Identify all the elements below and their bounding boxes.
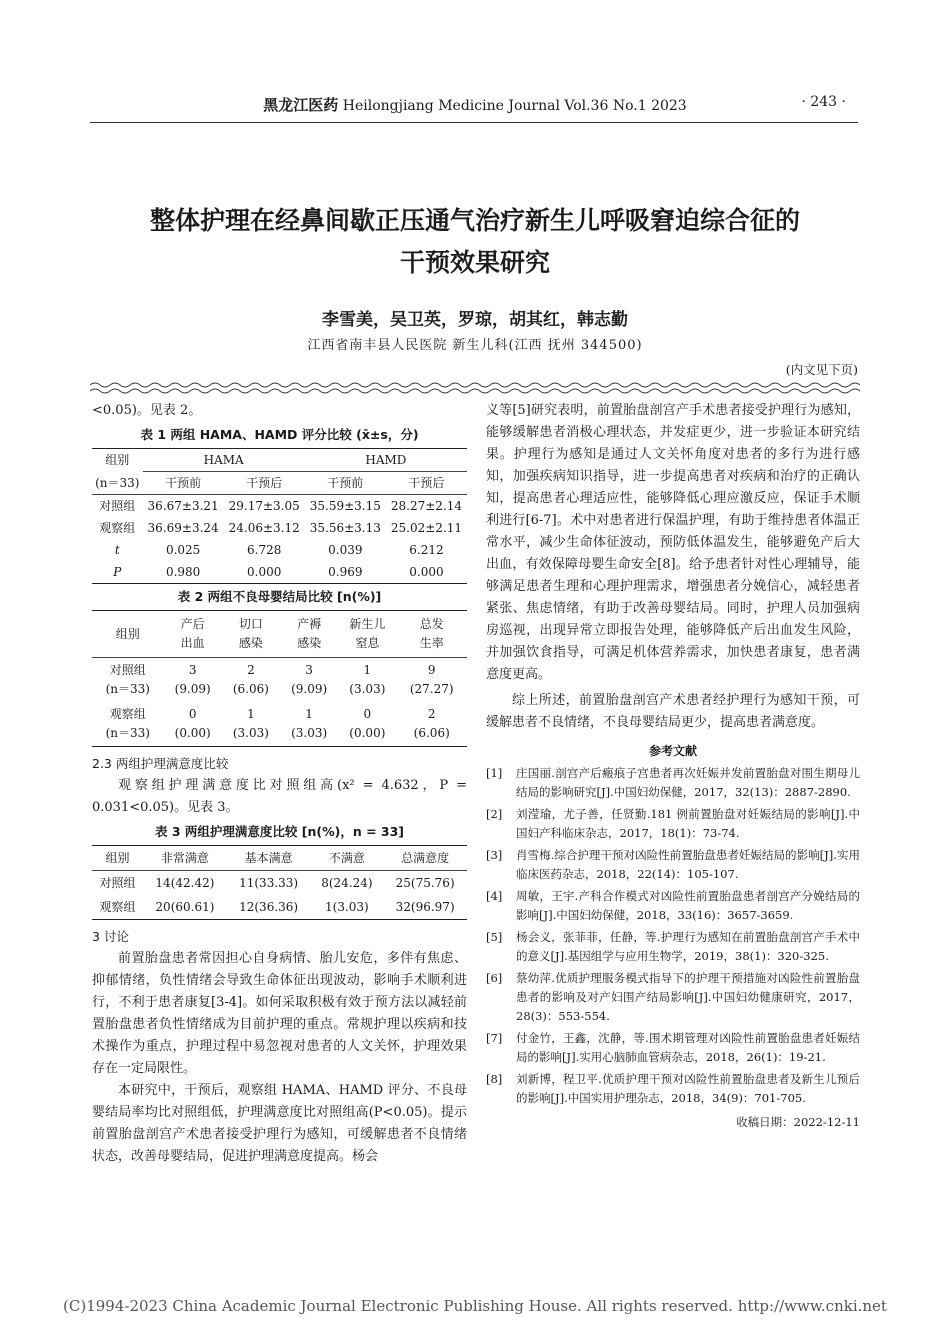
cell: 29.17±3.05 [228, 499, 300, 513]
header-line: 新生儿 [349, 617, 386, 631]
table-row [92, 539, 467, 561]
discussion-para-3: 义等[5]研究表明，前置胎盘剖宫产手术患者接受护理行为感知，能够缓解患者消极心理状态，并发症更少，进一步验证本研究结果。护理行为感知是通过人文关怀角度对患者的多行为进行感知，加强疾病知识指导，进一步提高患者对疾病和治疗的正确认知，提高患者心理适应性，能够降低心理应激反应，保证手术顺利进行[6-7]。术中对患者进行保温护理，有助于维持患者体温正常水平，减少生命体征波动，预防低体温发生，能够避免产后大出血，有效保障母婴生命安全[8]。给予患者针对性心理辅导，能够满足患者生理和心理护理需求，增强患者分娩信心，减轻患者紧张、焦虑情绪，有助于改善母婴结局。同时，护理人员加强病房巡视，出现异常立即报告处理，能够降低产后出血发生风险，并加强饮食指导，可满足机体营养需求，加快患者康复，患者满意度更高。 [486, 403, 860, 682]
cell [222, 702, 280, 747]
cell-line: (3.03) [349, 682, 386, 696]
cell [92, 702, 164, 747]
table3-header: 基本满意 [227, 846, 311, 871]
reference-item [486, 764, 860, 802]
cell: 0.039 [328, 543, 363, 557]
ref-text: 庄国丽.剖宫产后瘢痕子宫患者再次妊娠并发前置胎盘对围生期母儿结局的影响研究[J].中国妇幼保健，2017，32(13)：2887-2890. [516, 766, 860, 799]
table1-hamd-header: HAMD [305, 449, 467, 472]
table1-caption: 表 1 两组 HAMA、HAMD 评分比较 (x̄±s，分) [140, 427, 419, 442]
cell [338, 658, 396, 703]
table1-hama-header: HAMA [143, 449, 305, 472]
ref-number: [4] [486, 889, 503, 903]
reference-item [486, 928, 860, 966]
table1-subheader: 干预后 [386, 472, 467, 495]
cell: 32(96.97) [395, 900, 455, 914]
table-row [92, 871, 467, 896]
copyright-footer: (C)1994-2023 China Academic Journal Electronic Publishing House. All rights reserved. http://www.cnki.net [63, 1297, 887, 1315]
header-line: 感染 [297, 636, 322, 650]
right-column [486, 400, 860, 1133]
table-row [92, 658, 467, 703]
authors: 李雪美，吴卫英，罗琼，胡其红，韩志勤 [322, 310, 628, 330]
row-label: 对照组 [99, 499, 136, 513]
cell: 0.980 [165, 565, 201, 579]
ref-number: [5] [486, 930, 503, 944]
cell: 25(75.76) [395, 876, 455, 890]
table-row [92, 495, 467, 518]
table3-caption: 表 3 两组护理满意度比较 [n(%)，n = 33] [155, 824, 404, 839]
table3-header: 总满意度 [383, 846, 467, 871]
ref-text: 刘新博，程卫平.优质护理干预对凶险性前置胎盘患者及新生儿预后的影响[J].中国实用护理杂志，2018，34(9)：701-705. [516, 1072, 860, 1105]
cell-line: (3.03) [291, 726, 328, 740]
cell [222, 658, 280, 703]
table1-group-n: (n＝33) [92, 472, 143, 495]
table1-group-label: 组别 [105, 453, 130, 468]
table2-header [222, 611, 280, 658]
conclusion-para: 综上所述，前置胎盘剖宫产术患者经护理行为感知干预，可缓解患者不良情绪，不良母婴结局更少，提高患者满意度。 [486, 693, 860, 730]
header-line: 感染 [238, 636, 263, 650]
reference-list [486, 764, 860, 1108]
ref-text: 杨会义，张菲菲，任静，等.护理行为感知在前置胎盘剖宫产手术中的意义[J].基因组学与应用生物学，2019，38(1)：320-325. [516, 930, 860, 963]
table3-header: 非常满意 [143, 846, 227, 871]
table2-header [338, 611, 396, 658]
cell-line: (6.06) [232, 682, 269, 696]
table1-subheader: 干预前 [305, 472, 386, 495]
cell-line: 1 [363, 663, 372, 677]
cell-line: 0 [188, 707, 197, 721]
header-line: 出血 [180, 636, 205, 650]
row-label: P [113, 565, 122, 579]
reference-item [486, 1070, 860, 1108]
article-title [90, 200, 860, 284]
table-row [92, 517, 467, 539]
cell: 8(24.24) [321, 876, 373, 890]
table2 [92, 610, 467, 747]
cell: 36.69±3.24 [147, 521, 219, 535]
cell-line: (0.00) [174, 726, 211, 740]
cell-line: (n＝33) [105, 726, 150, 740]
table1-subheader: 干预前 [143, 472, 224, 495]
cell-line: 1 [247, 707, 255, 721]
row-label: 观察组 [99, 521, 136, 535]
reference-item [486, 805, 860, 843]
cell: 0.000 [409, 565, 444, 579]
cell-line: 2 [427, 707, 436, 721]
title-line-2: 干预效果研究 [399, 248, 550, 277]
cell [280, 702, 338, 747]
cell-line: (3.03) [232, 726, 269, 740]
cell [396, 702, 467, 747]
ref-number: [3] [486, 848, 503, 862]
cell [280, 658, 338, 703]
references-title: 参考文献 [648, 744, 697, 758]
reference-item [486, 887, 860, 925]
cell: 28.27±2.14 [390, 499, 462, 513]
title-line-1: 整体护理在经鼻间歇正压通气治疗新生儿呼吸窘迫综合征的 [149, 206, 800, 235]
cell-line: 0 [363, 707, 372, 721]
header-line: 总发 [419, 617, 444, 631]
cell-line: 3 [305, 663, 313, 677]
section-3-title: 3 讨论 [92, 929, 129, 944]
cell: 24.06±3.12 [228, 521, 300, 535]
header-rule [90, 122, 858, 123]
running-header [90, 94, 860, 122]
page-number: · 243 · [801, 94, 846, 110]
cell: 12(36.36) [239, 900, 299, 914]
cell: 14(42.42) [155, 876, 215, 890]
ref-number: [1] [486, 766, 503, 780]
cell-line: 9 [427, 663, 436, 677]
cell-line: (9.09) [291, 682, 328, 696]
cell: 0.000 [247, 565, 282, 579]
cell: 1(3.03) [325, 900, 369, 914]
ref-number: [8] [486, 1072, 503, 1086]
cell-line: 3 [188, 663, 197, 677]
cell [164, 702, 222, 747]
ref-number: [7] [486, 1031, 503, 1045]
ref-number: [6] [486, 971, 503, 985]
cell: 36.67±3.21 [147, 499, 219, 513]
cell-line: (0.00) [349, 726, 386, 740]
cell: 观察组 [99, 900, 136, 914]
cell-line: (n＝33) [105, 682, 150, 696]
cell: 6.212 [409, 543, 444, 557]
journal-year: 2023 [651, 98, 687, 114]
header-line: 切口 [238, 617, 263, 631]
journal-name-en: Heilongjiang Medicine Journal Vol.36 No.1 [342, 98, 647, 114]
received-date: 收稿日期：2022-12-11 [736, 1115, 860, 1129]
reference-item [486, 969, 860, 1026]
header-line: 窒息 [355, 636, 380, 650]
cell [396, 658, 467, 703]
cell: 对照组 [99, 876, 136, 890]
row-label: t [114, 543, 120, 557]
table1-subheader: 干预后 [224, 472, 305, 495]
table1 [92, 448, 467, 584]
ref-text: 蔡幼萍.优质护理服务模式指导下的护理干预措施对凶险性前置胎盘患者的影响及对产妇围产结局影响[J].中国妇幼健康研究，2017，28(3)：553-554. [516, 971, 860, 1023]
discussion-para-2: 本研究中，干预后，观察组 HAMA、HAMD 评分、不良母婴结局率均比对照组低，护理满意度比对照组高(P<0.05)。提示前置胎盘剖宫产术患者接受护理行为感知，可缓解患者不良情绪状态，改善母婴结局，促进护理满意度提高。杨会 [92, 1083, 467, 1164]
ref-text: 付金竹，王鑫，沈静，等.围术期管理对凶险性前置胎盘患者妊娠结局的影响[J].实用心脑肺血管病杂志，2018，26(1)：19-21. [516, 1031, 860, 1064]
section-2-3-text: 观察组护理满意度比对照组高(x² = 4.632，P = 0.031<0.05)。见表 3。 [92, 778, 467, 815]
table3 [92, 845, 467, 920]
table-row [92, 561, 467, 584]
table3-header: 组别 [92, 846, 143, 871]
table2-header [164, 611, 222, 658]
intro-text: <0.05)。见表 2。 [92, 403, 202, 418]
wavy-divider [90, 381, 860, 395]
cell-line: 对照组 [109, 663, 146, 677]
cell: 6.728 [247, 543, 282, 557]
journal-name-cn: 黑龙江医药 [263, 96, 339, 114]
discussion-para-1: 前置胎盘患者常因担心自身病情、胎儿安危，多伴有焦虑、抑郁情绪，负性情绪会导致生命体征出现波动，影响手术顺利进行，不利于患者康复[3-4]。如何采取积极有效于预方法以减轻前置胎盘患者负性情绪成为目前护理的重点。常规护理以疾病和技术操作为重点，护理过程中易忽视对患者的人文关怀，护理效果存在一定局限性。 [92, 951, 467, 1076]
cell-line: 1 [305, 707, 313, 721]
reference-item [486, 1029, 860, 1067]
cell [92, 658, 164, 703]
cell-line: (27.27) [409, 682, 454, 696]
table-row [92, 702, 467, 747]
cell: 11(33.33) [239, 876, 299, 890]
cell: 20(60.61) [155, 900, 215, 914]
header-line: 生率 [419, 636, 444, 650]
cell: 35.56±3.13 [309, 521, 381, 535]
header-line: 产褥 [297, 617, 322, 631]
cell: 0.025 [165, 543, 201, 557]
cell [164, 658, 222, 703]
reference-item [486, 846, 860, 884]
cell: 35.59±3.15 [309, 499, 381, 513]
table2-header [280, 611, 338, 658]
affiliation: 江西省南丰县人民医院 新生儿科(江西 抚州 344500) [307, 338, 643, 353]
cell: 25.02±2.11 [390, 521, 462, 535]
ref-text: 周敏，王宇.产科合作模式对凶险性前置胎盘患者剖宫产分娩结局的影响[J].中国妇幼保健，2018，33(16)：3657-3659. [516, 889, 860, 922]
left-column [92, 400, 467, 1168]
table2-caption: 表 2 两组不良母婴结局比较 [n(%)] [177, 589, 382, 604]
section-2-3-title: 2.3 两组护理满意度比较 [92, 756, 229, 771]
cell-line: 观察组 [109, 707, 146, 721]
ref-text: 刘滢瑜，尤子善，任贤勤.181 例前置胎盘对妊娠结局的影响[J].中国妇产科临床杂志，2017，18(1)：73-74. [516, 807, 860, 840]
ref-number: [2] [486, 807, 503, 821]
cell [338, 702, 396, 747]
cell: 0.969 [328, 565, 363, 579]
continued-note: (内文见下页) [785, 362, 858, 377]
cell-line: (6.06) [413, 726, 450, 740]
header-line: 产后 [180, 617, 205, 631]
table2-header [92, 611, 164, 658]
header-line: 组别 [115, 626, 140, 641]
cell-line: 2 [247, 663, 255, 677]
table-row [92, 895, 467, 920]
cell-line: (9.09) [174, 682, 211, 696]
table2-header [396, 611, 467, 658]
ref-text: 肖雪梅.综合护理干预对凶险性前置胎盘患者妊娠结局的影响[J].实用临床医药杂志，2018，22(14)：105-107. [516, 848, 860, 881]
table3-header: 不满意 [310, 846, 383, 871]
